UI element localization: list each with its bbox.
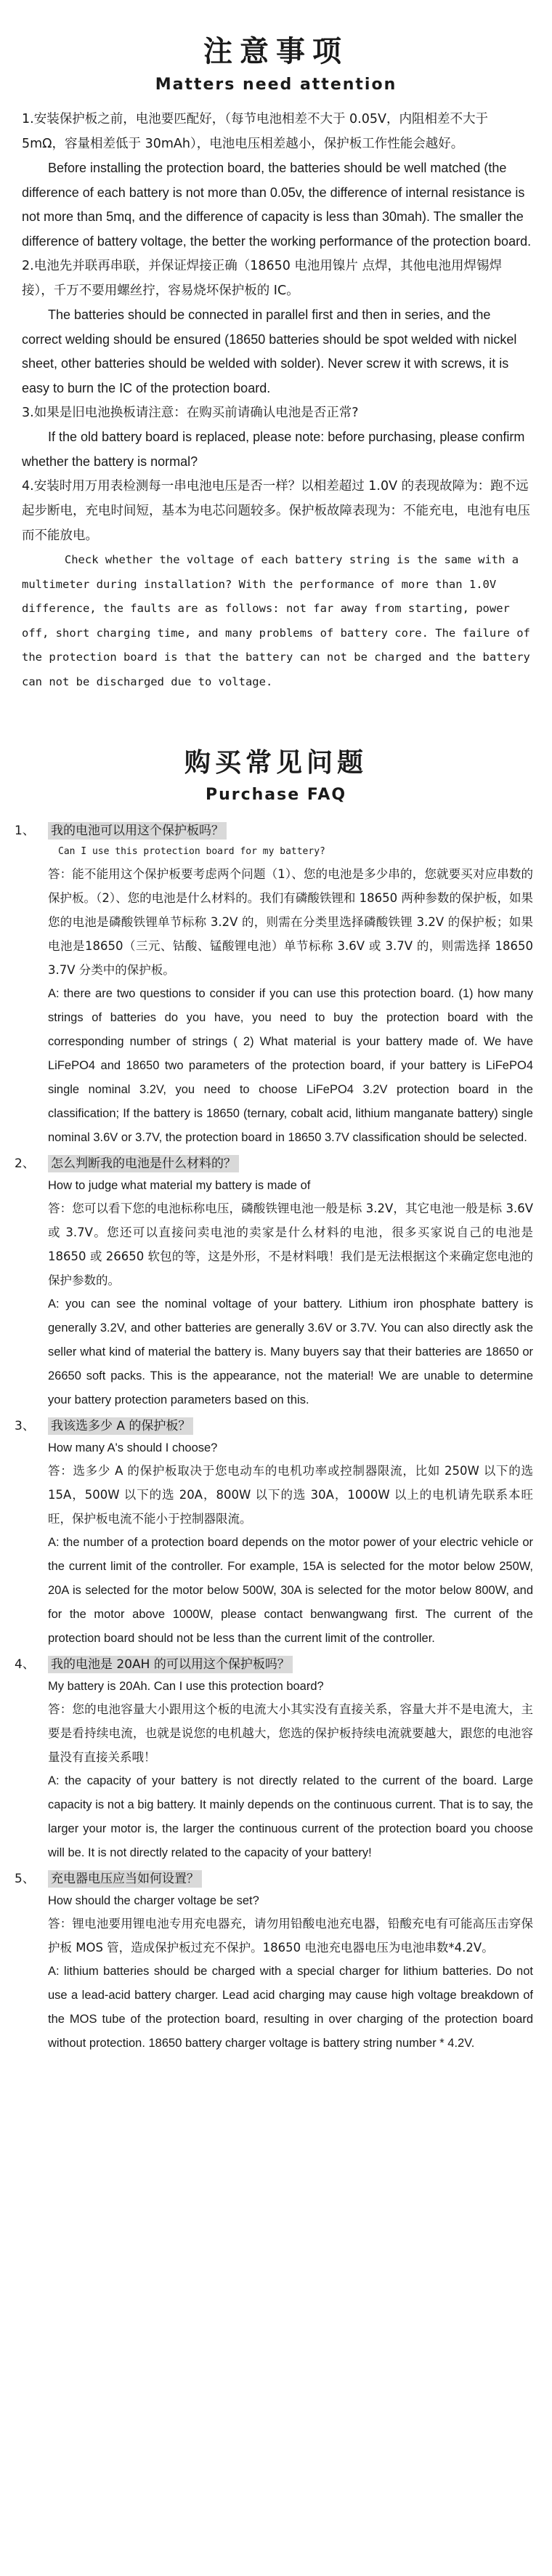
faq-question (15, 820, 533, 842)
faq-answer-cn: 答：选多少 A 的保护板取决于您电动车的电机功率或控制器限流，比如 250W 以下的选 15A，500W 以下的选 20A，800W 以下的选 30A，1000W 以上的电机请先联系本旺旺，保护板电流不能小于控制器限流。 (48, 1464, 533, 1526)
faq-question-en: How to judge what material my battery is made of (48, 1179, 311, 1192)
notice-item-4-en: Check whether the voltage of each battery string is the same with a multimeter during installation? With the performance of more than 1.0V difference, the faults are as follows: not far away from starting, power off, short charging time, and many problems of battery core. The failure of the protection board is that the battery can not be charged and the battery can not be discharged due to voltage. (22, 553, 530, 688)
faq-question-cn: 充电器电压应当如何设置？ (48, 1870, 202, 1888)
notice-item-1-en: Before installing the protection board, the batteries should be well matched (the difference of each battery is not more than 0.05v, the difference of internal resistance is not more than 5mq, and the difference of capacity is less than 30mah). The smaller the difference of battery voltage, the better the working performance of the protection board. (22, 161, 532, 249)
faq-question-en: My battery is 20Ah. Can I use this protection board? (48, 1680, 324, 1693)
notice-item-2-en: The batteries should be connected in parallel first and then in series, and the correct welding should be ensured (18650 batteries should be spot welded with nickel sheet, other batteries should be welded with solder). Never screw it with screws, it is easy to burn the IC of the protection board. (22, 307, 517, 395)
faq-question (15, 1153, 533, 1175)
faq-answer-en: A: the number of a protection board depends on the motor power of your electric vehicle or the current limit of the controller. For example, 15A is selected for the motor below 250W, 20A is selected for the motor below 500W, 30A is selected for the motor below 800W, and for the motor above 1000W, please contact benwangwang first. The current of the protection board should not be less than the current limit of the controller. (48, 1536, 533, 1645)
notice-item-3-en: If the old battery board is replaced, please note: before purchasing, please confirm whether the battery is normal? (22, 430, 525, 469)
faq-answer (15, 1175, 533, 1412)
faq-question-en: Can I use this protection board for my battery? (58, 846, 325, 857)
faq-item (15, 1654, 533, 1865)
faq-question-cn: 我的电池可以用这个保护板吗？ (48, 822, 227, 840)
faq-number: 2、 (15, 1156, 35, 1171)
faq-question-en: How should the charger voltage be set? (48, 1894, 259, 1907)
faq-question-cn: 怎么判断我的电池是什么材料的？ (48, 1155, 239, 1172)
faq-item (15, 1415, 533, 1651)
faq-answer-en: A: there are two questions to consider if you can use this protection board. (1) how many strings of batteries do you have, you need to buy the protection board with the corresponding number of strings ( 2) What material is your battery made of. We have LiFePO4 and 18650 two parameters of the protection board, if your battery is LiFePO4 single nominal 3.2V, you need to choose LiFePO4 3.2V protection board in the classification; If the battery is 18650 (ternary, cobalt acid, lithium manganate battery) single nominal 3.6V or 3.7V, the protection board in 18650 3.7V classification should be selected. (48, 987, 533, 1144)
notice-item-1-cn: 1.安装保护板之前，电池要匹配好，（每节电池相差不大于 0.05V，内阻相差不大于 5mΩ，容量相差低于 30mAh），电池电压相差越小，保护板工作性能会越好。 (22, 112, 488, 151)
faq-answer (15, 1675, 533, 1865)
faq-list (0, 820, 552, 2056)
faq-number: 1、 (15, 824, 35, 838)
notice-item-2-cn: 2.电池先并联再串联，并保证焊接正确（18650 电池用镍片 点焊，其他电池用焊锡焊接），千万不要用螺丝拧，容易烧坏保护板的 IC。 (22, 259, 502, 298)
faq-question (15, 1654, 533, 1675)
faq-question (15, 1415, 533, 1437)
faq-answer-cn: 答：您的电池容量大小跟用这个板的电流大小其实没有直接关系，容量大并不是电流大，主要是看持续电流，也就是说您的电机越大，您选的保护板持续电流就要越大，跟您的电池容量没有直接关系哦！ (48, 1702, 533, 1764)
faq-section (0, 694, 552, 2056)
faq-question-cn: 我的电池是 20AH 的可以用这个保护板吗？ (48, 1656, 293, 1673)
faq-title: 购买常见问题 (184, 748, 368, 778)
notice-section (0, 0, 552, 694)
faq-answer-en: A: you can see the nominal voltage of your battery. Lithium iron phosphate battery is generally 3.2V, and other batteries are generally 3.6V or 3.7V. You can also directly ask the seller what kind of material the battery is. Many buyers say that their batteries are 18650 or 26650 soft packs. This is the appearance, not the material! We are unable to determine your battery protection parameters based on this. (48, 1297, 533, 1406)
faq-answer-cn: 答：您可以看下您的电池标称电压，磷酸铁锂电池一般是标 3.2V，其它电池一般是标 3.6V 或 3.7V。您还可以直接问卖电池的卖家是什么材料的电池，很多买家说自己的电池是 18650 或 26650 软包的等，这是外形，不是材料哦！我们是无法根据这个来确定您电池的保护参数的。 (48, 1202, 533, 1287)
faq-subtitle: Purchase FAQ (205, 786, 347, 804)
faq-answer-en: A: the capacity of your battery is not directly related to the current of the board. Large capacity is not a big battery. It mainly depends on the continuous current. That is to say, the larger your motor is, the larger the continuous current of the protection board you choose will be. It is not directly related to the capacity of your battery! (48, 1774, 533, 1859)
notice-item-4-cn: 4.安装时用万用表检测每一串电池电压是否一样？以相差超过 1.0V 的表现故障为：跑不远起步断电，充电时间短，基本为电芯问题较多。保护板故障表现为：不能充电，电池有电压而不能放电。 (22, 479, 530, 543)
faq-answer-cn: 答：锂电池要用锂电池专用充电器充，请勿用铅酸电池充电器，铅酸充电有可能高压击穿保护板 MOS 管，造成保护板过充不保护。18650 电池充电器电压为电池串数*4.2V。 (48, 1917, 533, 1955)
faq-number: 3、 (15, 1419, 35, 1433)
faq-question (15, 1868, 533, 1890)
faq-question-en: How many A's should I choose? (48, 1441, 218, 1454)
faq-item (15, 1868, 533, 2056)
notice-title: 注意事项 (203, 35, 349, 68)
faq-answer (15, 1437, 533, 1651)
faq-question-cn: 我该选多少 A 的保护板？ (48, 1417, 193, 1435)
notice-subtitle: Matters need attention (155, 76, 397, 94)
faq-number: 4、 (15, 1657, 35, 1672)
faq-answer-cn: 答：能不能用这个保护板要考虑两个问题（1）、您的电池是多少串的，您就要买对应串数的保护板。（2）、您的电池是什么材料的。我们有磷酸铁锂和 18650 两种参数的保护板，如果您的电池是磷酸铁锂单节标称 3.2V 的，则需在分类里选择磷酸铁锂 3.2V 的保护板；如果电池是18650（三元、钴酸、锰酸锂电池）单节标称 3.6V 或 3.7V 的，则需选择 18650 3.7V 分类中的保护板。 (48, 867, 533, 977)
faq-answer-en: A: lithium batteries should be charged with a special charger for lithium batteries. Do not use a lead-acid battery charger. Lead acid charging may cause high voltage breakdown of the MOS tube of the protection board, resulting in over charging of the protection board without protection. 18650 battery charger voltage is battery string number * 4.2V. (48, 1965, 533, 2050)
faq-answer (15, 1890, 533, 2056)
notice-item-3-cn: 3.如果是旧电池换板请注意：在购买前请确认电池是否正常? (22, 406, 359, 420)
notice-body (0, 107, 552, 694)
faq-answer (15, 842, 533, 1150)
faq-number: 5、 (15, 1872, 35, 1886)
faq-item (15, 1153, 533, 1412)
faq-item (15, 820, 533, 1150)
